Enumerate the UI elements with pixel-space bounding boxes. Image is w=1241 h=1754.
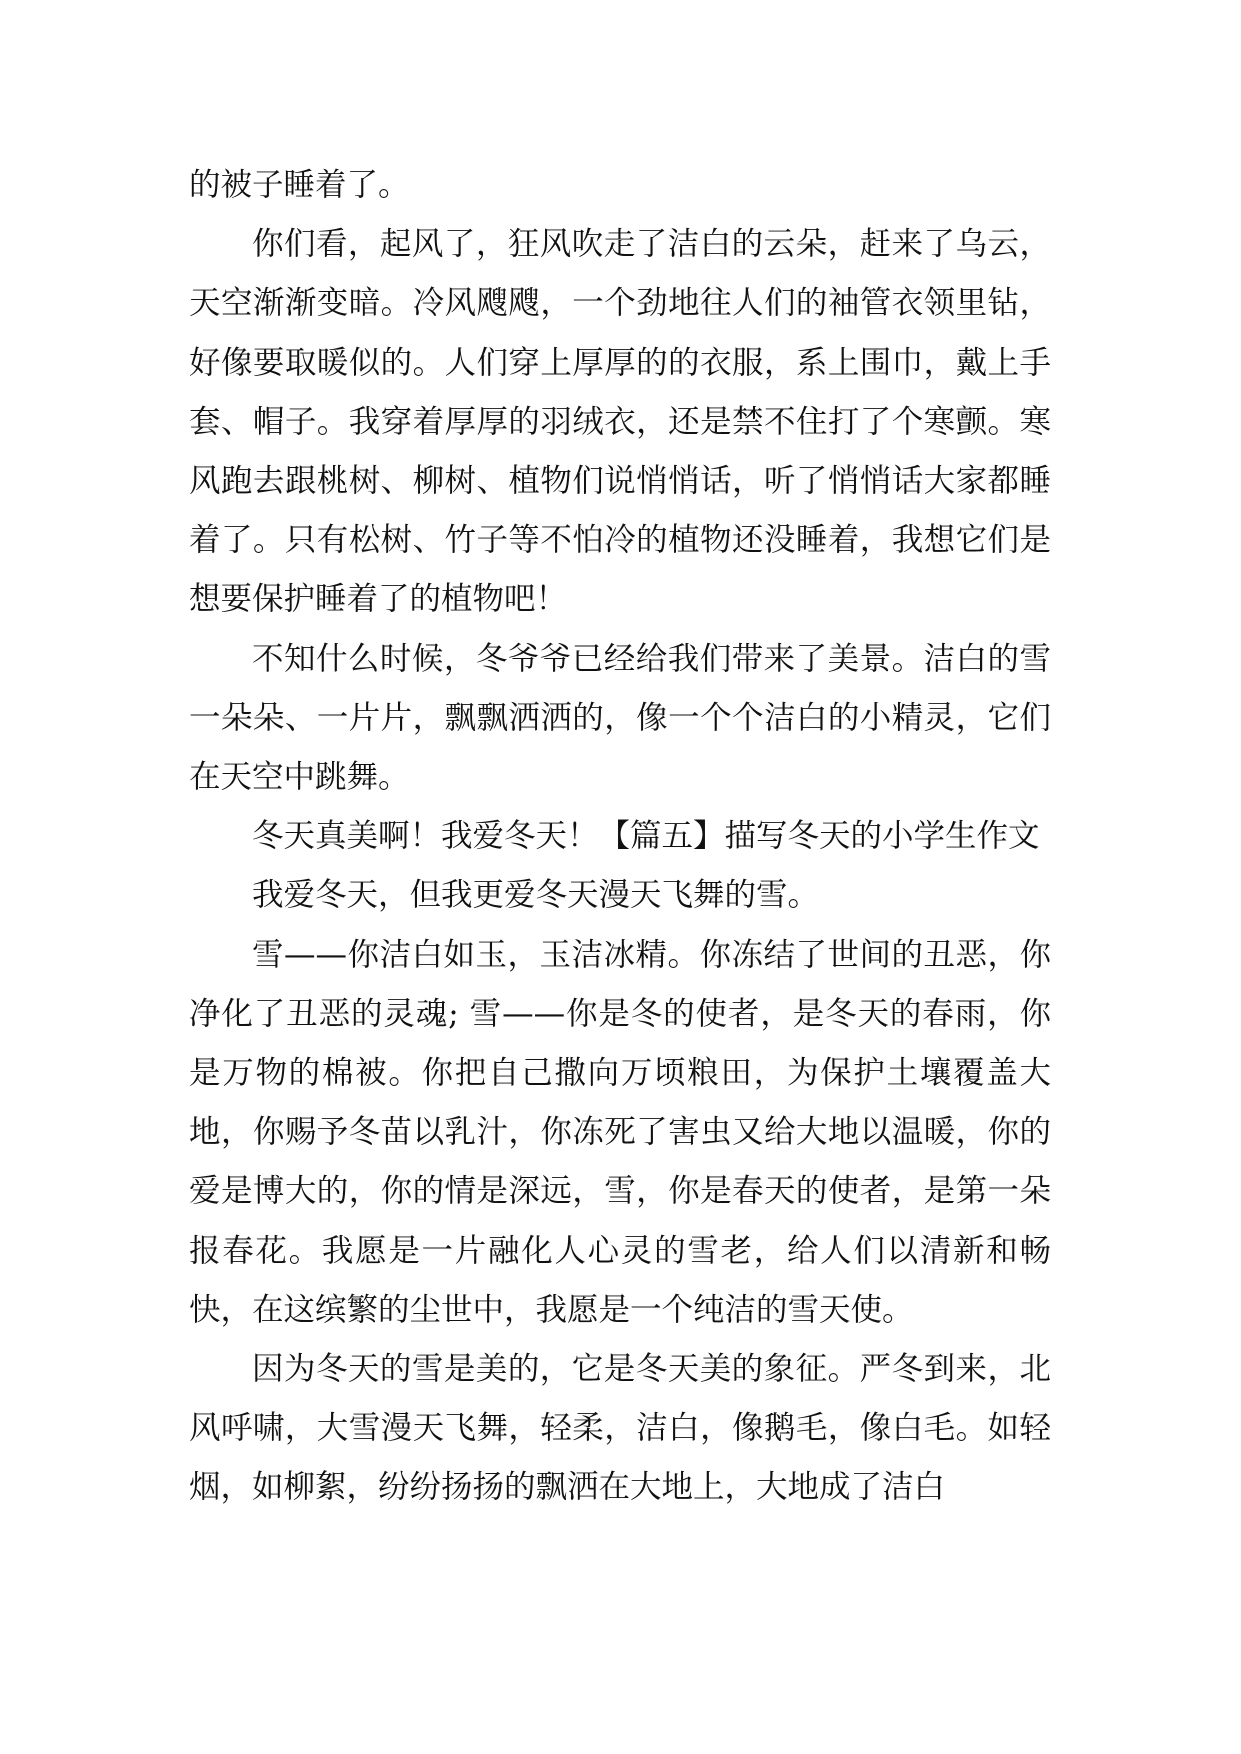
paragraph-section-five-heading: 冬天真美啊！我爱冬天！【篇五】描写冬天的小学生作文	[252, 818, 1040, 855]
paragraph-winter-beauty: 因为冬天的雪是美的，它是冬天美的象征。严冬到来，北风呼啸，大雪漫天飞舞，轻柔，洁白，像鹅毛，像白毛。如轻烟，如柳絮，纷纷扬扬的飘洒在大地上，大地成了洁白	[189, 1351, 1051, 1506]
paragraph-snow-scene: 不知什么时候，冬爷爷已经给我们带来了美景。洁白的雪一朵朵、一片片，飘飘洒洒的，像一个个洁白的小精灵，它们在天空中跳舞。	[189, 640, 1051, 796]
paragraph-wind: 你们看，起风了，狂风吹走了洁白的云朵，赶来了乌云，天空渐渐变暗。冷风飕飕，一个劲地往人们的袖管衣领里钻，好像要取暖似的。人们穿上厚厚的的衣服，系上围巾，戴上手套、帽子。我穿着厚厚的羽绒衣，还是禁不住打了个寒颤。寒风跑去跟桃树、柳树、植物们说悄悄话，听了悄悄话大家都睡着了。只有松树、竹子等不怕冷的植物还没睡着，我想它们是想要保护睡着了的植物吧！	[189, 226, 1051, 618]
paragraph-continuation: 的被子睡着了。	[189, 167, 410, 203]
paragraph-love-snow: 我爱冬天，但我更爱冬天漫天飞舞的雪。	[252, 877, 820, 914]
document-body	[189, 156, 1051, 1518]
paragraph-ode-to-snow: 雪——你洁白如玉，玉洁冰精。你冻结了世间的丑恶，你净化了丑恶的灵魂; 雪——你是冬的使者，是冬天的春雨，你是万物的棉被。你把自己撒向万顷粮田，为保护土壤覆盖大地，你赐予冬苗以乳汁，你冻死了害虫又给大地以温暖，你的爱是博大的，你的情是深远，雪，你是春天的使者，是第一朵报春花。我愿是一片融化人心灵的雪老，给人们以清新和畅快，在这缤繁的尘世中，我愿是一个纯洁的雪天使。	[189, 936, 1051, 1328]
